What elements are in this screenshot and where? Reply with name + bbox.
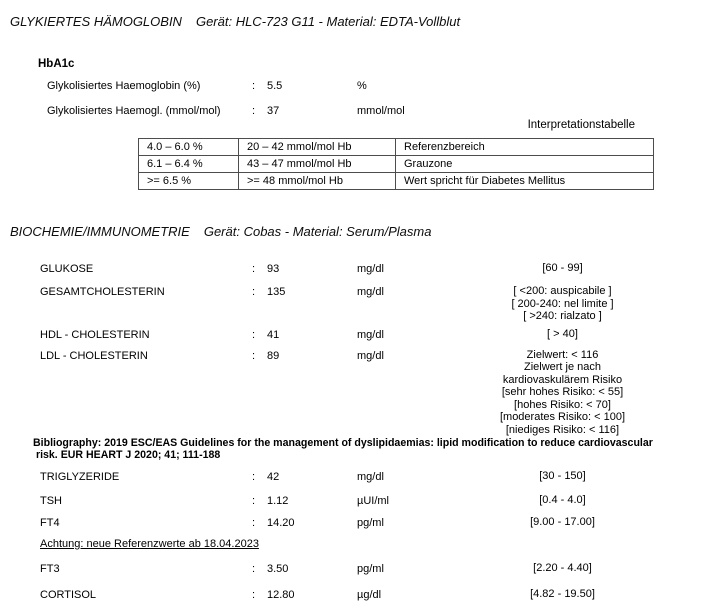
colon-separator: : — [252, 80, 256, 92]
result-row — [0, 104, 723, 118]
reference-line: [ >240: rialzato ] — [523, 310, 602, 322]
result-row — [0, 562, 723, 576]
colon-separator: : — [252, 286, 256, 298]
result-row — [0, 470, 723, 484]
mmol-range-cell: 20 – 42 mmol/mol Hb — [239, 139, 396, 156]
colon-separator: : — [252, 328, 256, 341]
reference-line: [hohes Risiko: < 70] — [514, 398, 611, 411]
device-material-info: Gerät: Cobas - Material: Serum/Plasma — [203, 224, 432, 239]
reference-line: [0.4 - 4.0] — [539, 494, 586, 506]
colon-separator: : — [252, 589, 256, 601]
colon-separator: : — [252, 263, 256, 275]
reference-line: [2.20 - 4.40] — [533, 562, 592, 574]
table-row — [139, 173, 654, 190]
reference-range — [445, 328, 680, 341]
analyte-label: GESAMTCHOLESTERIN — [40, 286, 165, 298]
section-header-hba1c — [10, 14, 723, 29]
result-row — [0, 349, 723, 437]
result-row — [0, 516, 723, 530]
result-unit: pg/ml — [357, 517, 384, 529]
result-unit: mmol/mol — [357, 105, 405, 117]
result-unit: µUI/ml — [357, 495, 390, 507]
reference-range — [445, 516, 680, 529]
mmol-range-cell: >= 48 mmol/mol Hb — [239, 173, 396, 190]
reference-line: [4.82 - 19.50] — [530, 588, 595, 600]
analyte-label: FT4 — [40, 517, 60, 529]
reference-line: [ 200-240: nel limite ] — [511, 297, 614, 310]
reference-range — [445, 562, 680, 575]
reference-line: [niediges Risiko: < 116] — [505, 423, 620, 436]
percent-range-cell: 4.0 – 6.0 % — [139, 139, 239, 156]
percent-range-cell: 6.1 – 6.4 % — [139, 156, 239, 173]
result-value: 14.20 — [267, 517, 295, 529]
analyte-label: CORTISOL — [40, 589, 97, 601]
percent-range-cell: >= 6.5 % — [139, 173, 239, 190]
table-row — [139, 156, 654, 173]
mmol-range-cell: 43 – 47 mmol/mol Hb — [239, 156, 396, 173]
analyte-label: Glykolisiertes Haemoglobin (%) — [47, 80, 201, 92]
analyte-label: GLUKOSE — [40, 263, 94, 275]
reference-range — [445, 285, 680, 323]
interpretation-table — [138, 138, 654, 190]
analyte-label: TSH — [40, 495, 62, 507]
reference-range — [445, 494, 680, 507]
interpretation-cell: Grauzone — [396, 156, 654, 173]
result-unit: mg/dl — [357, 471, 384, 483]
result-unit: mg/dl — [357, 286, 384, 298]
result-value: 41 — [267, 328, 280, 341]
colon-separator: : — [252, 471, 256, 483]
result-value: 42 — [267, 471, 280, 483]
result-value: 12.80 — [267, 589, 295, 601]
result-unit: pg/ml — [357, 563, 384, 575]
result-value: 89 — [267, 349, 280, 362]
result-unit: mg/dl — [357, 349, 384, 362]
result-row — [0, 79, 723, 93]
result-unit: µg/dl — [357, 589, 382, 601]
result-unit: mg/dl — [357, 263, 384, 275]
bibliography-line: Bibliography: 2019 ESC/EAS Guidelines for the management of dyslipidaemias: lipid modification to reduce cardiovascular — [33, 437, 653, 449]
interpretation-cell: Wert spricht für Diabetes Mellitus — [396, 173, 654, 190]
reference-line: [sehr hohes Risiko: < 55] — [501, 386, 624, 398]
reference-line: [9.00 - 17.00] — [530, 516, 595, 528]
reference-range — [445, 588, 680, 601]
result-unit: mg/dl — [357, 328, 384, 341]
reference-line: Zielwert: < 116 — [526, 348, 599, 361]
analyte-label: Glykolisiertes Haemogl. (mmol/mol) — [47, 105, 221, 117]
result-row — [0, 494, 723, 508]
bibliography-line: risk. EUR HEART J 2020; 41; 111-188 — [33, 448, 221, 461]
analyte-label: TRIGLYZERIDE — [40, 471, 120, 483]
result-row — [0, 588, 723, 602]
colon-separator: : — [252, 563, 256, 575]
colon-separator: : — [252, 495, 256, 507]
reference-range — [445, 470, 680, 483]
result-row — [0, 328, 723, 342]
reference-line: [30 - 150] — [539, 470, 586, 482]
reference-line: [moderates Risiko: < 100] — [499, 411, 626, 423]
result-value: 3.50 — [267, 563, 289, 575]
analyte-label: LDL - CHOLESTERIN — [40, 349, 148, 362]
result-value: 1.12 — [267, 495, 289, 507]
colon-separator: : — [252, 105, 256, 117]
reference-range — [445, 262, 680, 275]
reference-line: [60 - 99] — [542, 262, 583, 274]
result-value: 5.5 — [267, 80, 283, 92]
table-row — [139, 139, 654, 156]
result-value: 37 — [267, 105, 280, 117]
colon-separator: : — [252, 517, 256, 529]
section-title: BIOCHEMIE/IMMUNOMETRIE — [10, 224, 190, 239]
reference-change-notice: Achtung: neue Referenzwerte ab 18.04.2023 — [40, 538, 259, 550]
interpretation-table-caption: Interpretationstabelle — [527, 119, 635, 131]
colon-separator: : — [252, 349, 256, 362]
result-row — [0, 262, 723, 276]
section-title: GLYKIERTES HÄMOGLOBIN — [10, 14, 182, 29]
reference-line: [ <200: auspicabile ] — [513, 285, 612, 297]
result-row — [0, 285, 723, 323]
bibliography-note — [33, 438, 693, 461]
result-value: 93 — [267, 263, 280, 275]
reference-line: [ > 40] — [547, 327, 578, 340]
reference-line: Zielwert je nach — [523, 361, 602, 373]
result-unit: % — [357, 80, 367, 92]
reference-line: kardiovaskulärem Risiko — [502, 373, 623, 386]
analyte-label: FT3 — [40, 563, 60, 575]
reference-range — [445, 349, 680, 437]
section-header-biochem — [10, 224, 723, 239]
device-material-info: Gerät: HLC-723 G11 - Material: EDTA-Vollblut — [195, 14, 461, 29]
group-label-hba1c: HbA1c — [38, 58, 75, 70]
interpretation-cell: Referenzbereich — [396, 139, 654, 156]
result-value: 135 — [267, 286, 286, 298]
analyte-label: HDL - CHOLESTERIN — [40, 328, 150, 341]
